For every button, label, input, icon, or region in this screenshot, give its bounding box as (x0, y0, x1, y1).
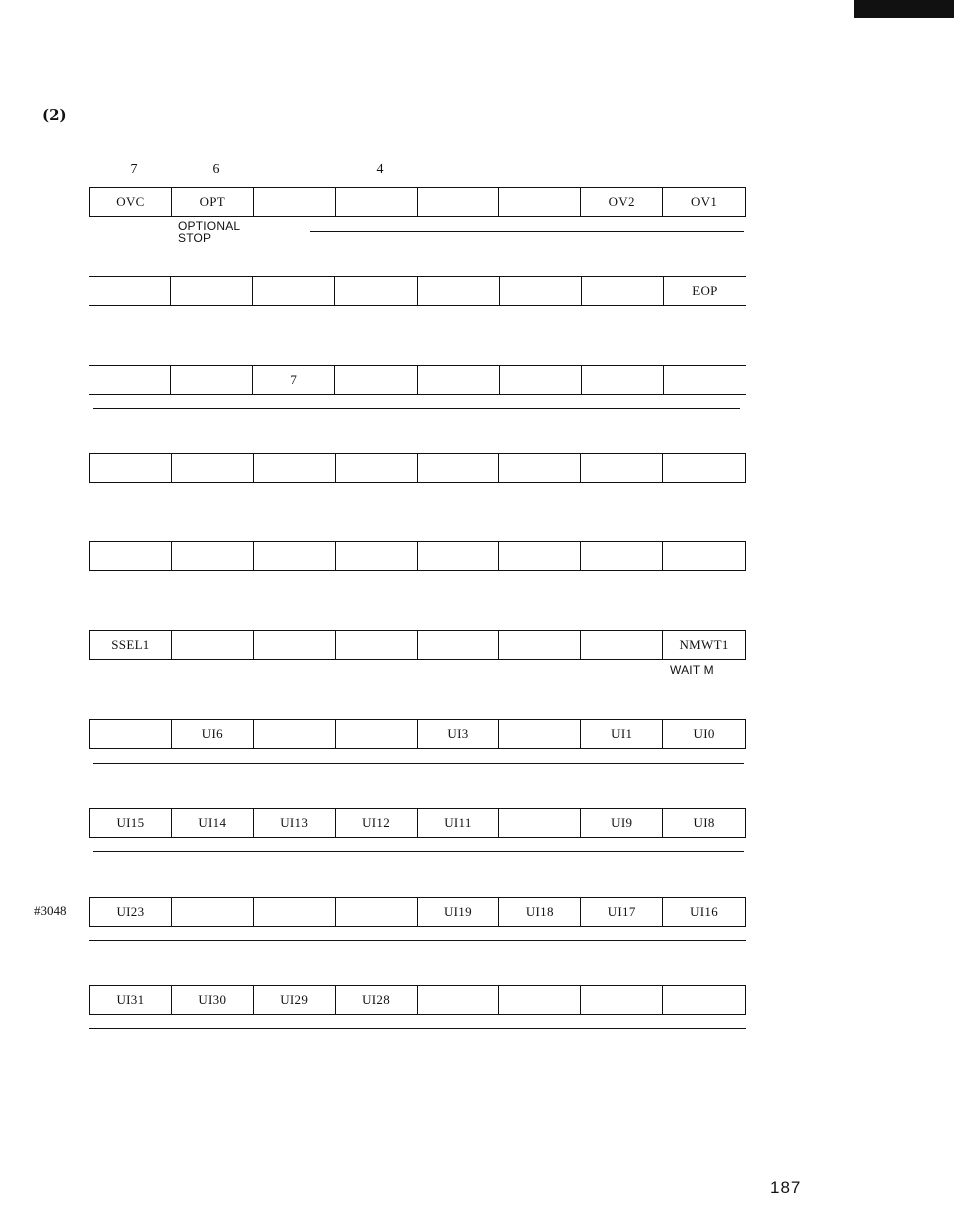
bit-cell (89, 277, 171, 305)
section-number: (2) (42, 106, 67, 124)
bit-cell: 7 (253, 366, 335, 394)
bit-cell (89, 366, 171, 394)
bit-cell (172, 542, 254, 570)
bit-cell: UI15 (90, 809, 172, 837)
bit-cell (90, 720, 172, 748)
bit-cell (172, 631, 254, 659)
optional-stop-note-line2: STOP (178, 231, 212, 245)
bit-cell (500, 366, 582, 394)
bit-cell (254, 720, 336, 748)
bit-cell (336, 188, 418, 216)
row-underline (93, 408, 740, 409)
bit-cell: UI28 (336, 986, 418, 1014)
bit-cell (418, 188, 500, 216)
wait-m-note: WAIT M (670, 663, 714, 677)
bit-row-1 (89, 187, 746, 217)
row-underline (89, 1028, 746, 1029)
bit-cell (582, 277, 664, 305)
bit-cell: EOP (692, 283, 718, 298)
bit-cell (500, 277, 582, 305)
bit-row-7 (89, 719, 746, 749)
bit-cell: OV1 (690, 194, 718, 209)
bit-number-6: 6 (212, 162, 220, 177)
bit-cell: UI17 (581, 898, 663, 926)
bit-cell (254, 631, 336, 659)
bit-cell: OV2 (581, 188, 663, 216)
bit-cell: UI6 (172, 720, 254, 748)
bit-cell (254, 898, 336, 926)
bit-cell (663, 454, 745, 482)
bit-row-9 (89, 897, 746, 927)
bit-row-2 (89, 276, 746, 306)
bit-cell (499, 986, 581, 1014)
bit-cell (418, 542, 500, 570)
bit-cell: UI19 (418, 898, 500, 926)
bit-cell (336, 631, 418, 659)
bit-cell (499, 454, 581, 482)
bit-cell: UI1 (581, 720, 663, 748)
bit-cell: UI8 (693, 815, 715, 830)
bit-cell (581, 542, 663, 570)
bit-cell (172, 898, 254, 926)
bit-cell (418, 631, 500, 659)
bit-cell (499, 720, 581, 748)
bit-cell (90, 454, 172, 482)
row-underline (310, 231, 744, 232)
bit-cell (663, 986, 745, 1014)
bit-number-4: 4 (376, 162, 384, 177)
bit-row-6 (89, 630, 746, 660)
bit-cell (418, 366, 500, 394)
bit-cell: UI18 (499, 898, 581, 926)
optional-stop-note-line1: OPTIONAL (178, 219, 241, 233)
row-underline (89, 940, 746, 941)
bit-row-10 (89, 985, 746, 1015)
bit-cell: UI3 (418, 720, 500, 748)
parameter-number: #3048 (34, 903, 67, 918)
bit-cell (499, 809, 581, 837)
bit-number-7: 7 (130, 162, 138, 177)
bit-cell (171, 366, 253, 394)
bit-cell: UI9 (581, 809, 663, 837)
bit-cell (581, 631, 663, 659)
bit-cell (171, 277, 253, 305)
bit-cell (254, 188, 336, 216)
bit-cell: UI14 (172, 809, 254, 837)
bit-cell: UI23 (90, 898, 172, 926)
bit-cell (336, 454, 418, 482)
bit-cell (253, 277, 335, 305)
bit-cell: NMWT1 (679, 637, 729, 652)
bit-row-5 (89, 541, 746, 571)
bit-cell (499, 542, 581, 570)
bit-cell: UI0 (693, 726, 715, 741)
bit-cell: UI11 (418, 809, 500, 837)
bit-row-4 (89, 453, 746, 483)
bit-cell: UI13 (254, 809, 336, 837)
bit-cell (336, 720, 418, 748)
bit-row-8 (89, 808, 746, 838)
page-number: 187 (770, 1178, 802, 1197)
bit-cell (581, 454, 663, 482)
bit-cell (336, 542, 418, 570)
bit-cell: OPT (172, 188, 254, 216)
bit-cell: SSEL1 (90, 631, 172, 659)
bit-row-3 (89, 365, 746, 395)
bit-cell (335, 277, 417, 305)
bit-cell (581, 986, 663, 1014)
bit-cell (335, 366, 417, 394)
bit-cell: UI31 (90, 986, 172, 1014)
bit-cell (499, 631, 581, 659)
bit-cell (582, 366, 664, 394)
bit-cell (664, 366, 746, 394)
bit-cell (254, 454, 336, 482)
bit-cell: OVC (90, 188, 172, 216)
bit-cell (90, 542, 172, 570)
bit-cell (418, 454, 500, 482)
row-underline (93, 763, 744, 764)
bit-cell (336, 898, 418, 926)
bit-cell (418, 277, 500, 305)
bit-cell: UI12 (336, 809, 418, 837)
bit-cell: UI16 (690, 904, 719, 919)
bit-cell (499, 188, 581, 216)
bit-cell (172, 454, 254, 482)
corner-mark (854, 0, 954, 18)
bit-cell: UI30 (172, 986, 254, 1014)
bit-cell (418, 986, 500, 1014)
bit-cell (254, 542, 336, 570)
bit-cell (663, 542, 745, 570)
bit-cell: UI29 (254, 986, 336, 1014)
row-underline (93, 851, 744, 852)
